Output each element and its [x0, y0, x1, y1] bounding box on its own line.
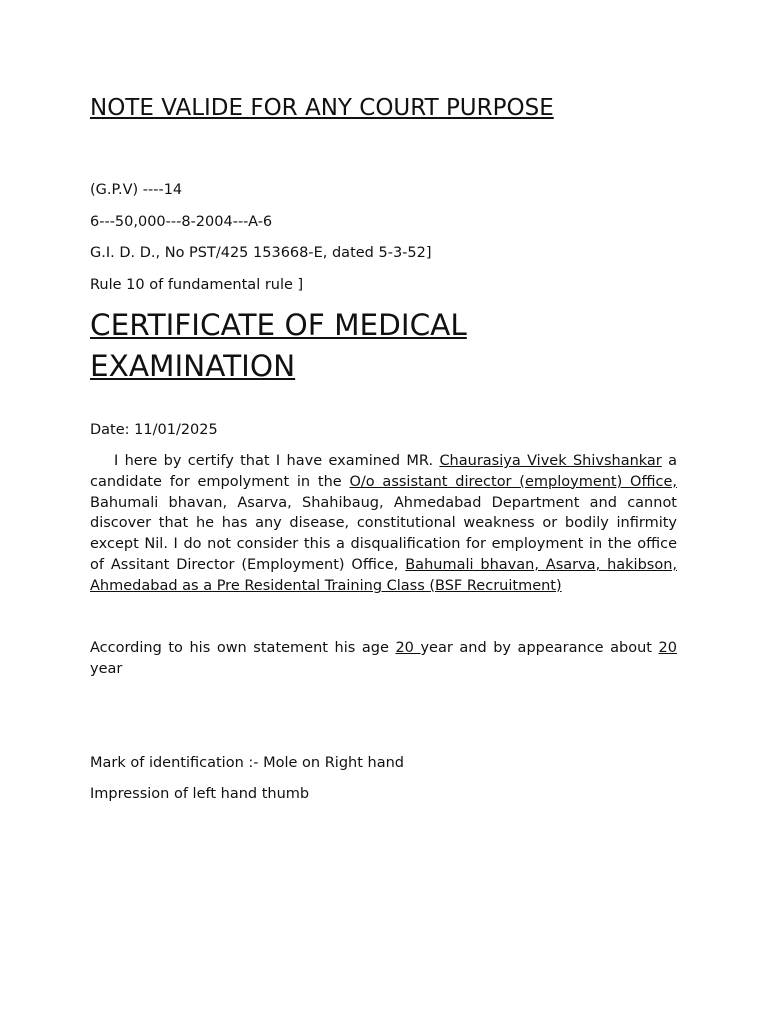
- gpv-reference: (G.P.V) ----14: [90, 182, 183, 198]
- age-suffix: year: [90, 660, 123, 677]
- form-code: 6---50,000---8-2004---A-6: [90, 214, 273, 230]
- certification-after-name: a candidate for empolyment in the: [90, 453, 677, 490]
- age-statement: [90, 638, 677, 680]
- age-prefix: According to his own statement his age: [90, 640, 396, 656]
- date-value: 11/01/2025: [134, 422, 218, 438]
- certificate-title: [90, 305, 590, 387]
- court-validity-note: NOTE VALIDE FOR ANY COURT PURPOSE: [90, 95, 554, 121]
- thumb-impression-label: Impression of left hand thumb: [90, 786, 310, 802]
- certificate-title-line-2: EXAMINATION: [90, 349, 296, 383]
- identification-mark: Mark of identification :- Mole on Right hand: [90, 755, 404, 771]
- age-middle: year and by appearance about: [420, 640, 659, 656]
- certification-body: Bahumali bhavan, Asarva, Shahibaug, Ahmedabad Department and cannot discover that he has any disease, constitutional weakness or bodily infirmity except Nil. I do not consider this a disqualification for employment in the office of Assitant Director (Employment) Office,: [90, 494, 677, 573]
- appearance-age: 20: [658, 640, 677, 656]
- certificate-title-line-1: CERTIFICATE OF MEDICAL: [90, 308, 467, 342]
- training-location: Bahumali bhavan, Asarva, hakibson, Ahmedabad as a Pre Residental Training Class (BSF Recruitment): [90, 556, 677, 594]
- stated-age: 20: [395, 640, 421, 656]
- date-line: [90, 420, 218, 441]
- certification-intro: I here by certify that I have examined MR.: [114, 453, 440, 469]
- gidd-reference: G.I. D. D., No PST/425 153668-E, dated 5-3-52]: [90, 245, 432, 261]
- office-name: O/o assistant director (employment) Office,: [349, 473, 677, 490]
- date-label: Date:: [90, 422, 135, 438]
- candidate-name: Chaurasiya Vivek Shivshankar: [439, 453, 662, 469]
- certification-paragraph: [90, 451, 677, 597]
- rule-reference: Rule 10 of fundamental rule ]: [90, 277, 304, 293]
